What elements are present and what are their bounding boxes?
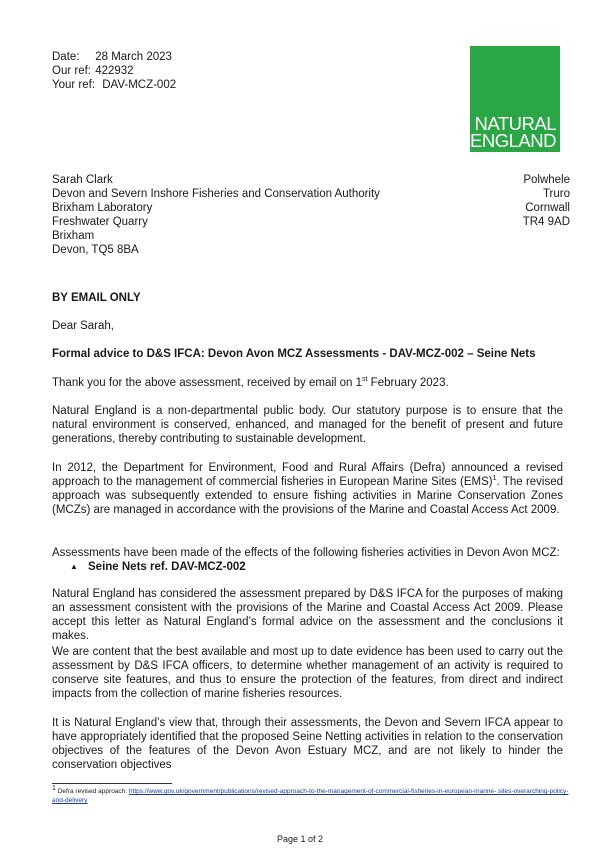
natural-england-logo (470, 46, 560, 152)
logo-text (470, 115, 556, 149)
recipient-address (52, 173, 380, 257)
activity-list-item (70, 560, 246, 574)
footnote-ref: 1 (492, 475, 497, 483)
paragraph-3-text-a: In 2012, the Department for Environment, Food and Rural Affairs (Defra) announced a revised approach to the management of commercial fisheries in European Marine Sites (EMS) (52, 462, 563, 488)
date-value: 28 March 2023 (95, 51, 172, 63)
paragraph-1 (52, 376, 563, 390)
our-ref-row (52, 64, 176, 78)
paragraph-1-text-a: Thank you for the above assessment, received by email on 1 (52, 377, 363, 389)
activity-list-item-text: Seine Nets ref. DAV-MCZ-002 (88, 561, 246, 573)
paragraph-3-text-b: . The revised approach was subsequently extended to ensure fishing activities in Marine Conservation Zones (MCZs) are managed in accordance with the provisions of the Marine and Coastal Access Act 2009. (52, 476, 564, 516)
your-ref-row (52, 78, 176, 92)
paragraph-4: Assessments have been made of the effects of the following fisheries activities in Devon Avon MCZ: (52, 547, 560, 559)
sender-line-1: Polwhele (523, 174, 570, 186)
paragraph-6: We are content that the best available and most up to date evidence has been used to carry out the assessment by D&S IFCA officers, to determine whether management of an activity is required to conserve site features, and thus to ensure the protection of the features, from direct and indirect impacts from the collection of marine fisheries resources. (52, 646, 563, 700)
sender-address (523, 173, 570, 229)
footnote-link[interactable]: https://www.gov.uk/government/publications/revised-approach-to-the-management-of-commercial-fisheries-in-european-marine- sites-overarching-policy-and-delivery (52, 788, 569, 804)
paragraph-1-text-b: February 2023. (367, 377, 449, 389)
page-number: Page 1 of 2 (276, 834, 324, 844)
subject-line: Formal advice to D&S IFCA: Devon Avon MCZ Assessments - DAV-MCZ-002 – Seine Nets (52, 348, 536, 360)
paragraph-5: Natural England has considered the assessment prepared by D&S IFCA for the purposes of making an assessment consistent with the provisions of the Marine and Coastal Access Act 2009. Please accept this letter as Natural England’s formal advice on the assessment and the conclusions it makes. (52, 588, 563, 642)
footnote-number: 1 (52, 784, 56, 792)
date-label: Date: (52, 51, 80, 63)
recipient-line-2: Freshwater Quarry (52, 216, 148, 228)
recipient-line-3: Brixham (52, 230, 95, 242)
logo-line-1: NATURAL (474, 113, 556, 134)
date-row (52, 50, 176, 64)
your-ref-label: Your ref: (52, 79, 96, 91)
sender-line-2: Truro (542, 188, 570, 200)
recipient-name: Sarah Clark (52, 174, 113, 186)
sender-line-3: Cornwall (525, 202, 570, 214)
recipient-line-1: Brixham Laboratory (52, 202, 153, 214)
your-ref-value: DAV-MCZ-002 (102, 79, 177, 91)
letter-meta (52, 50, 176, 92)
paragraph-7: It is Natural England’s view that, through their assessments, the Devon and Severn IFCA appear to have appropriately identified that the proposed Seine Netting activities in relation to the conservation objectives of the features of the Devon Avon Estuary MCZ, and are not likely to hinder the conservation objectives (52, 717, 563, 771)
by-email-notice: BY EMAIL ONLY (52, 292, 141, 304)
our-ref-label: Our ref: (52, 65, 91, 77)
logo-line-2: ENGLAND (470, 130, 556, 151)
recipient-org: Devon and Severn Inshore Fisheries and Conservation Authority (52, 188, 380, 200)
paragraph-3 (52, 461, 563, 517)
footnote-label: Defra revised approach: (57, 788, 128, 795)
bullet-triangle-icon: ▲ (70, 562, 78, 571)
salutation: Dear Sarah, (52, 320, 115, 332)
recipient-line-4: Devon, TQ5 8BA (52, 244, 139, 256)
sender-line-4: TR4 9AD (522, 216, 570, 228)
footnote-divider (52, 783, 172, 784)
paragraph-2: Natural England is a non-departmental public body. Our statutory purpose is to ensure that the natural environment is conserved, enhanced, and managed for the benefit of present and future generations, thereby contributing to sustainable development. (52, 405, 563, 445)
footnote (52, 784, 572, 805)
ordinal-suffix: st (362, 376, 368, 384)
our-ref-value: 422932 (95, 65, 134, 77)
